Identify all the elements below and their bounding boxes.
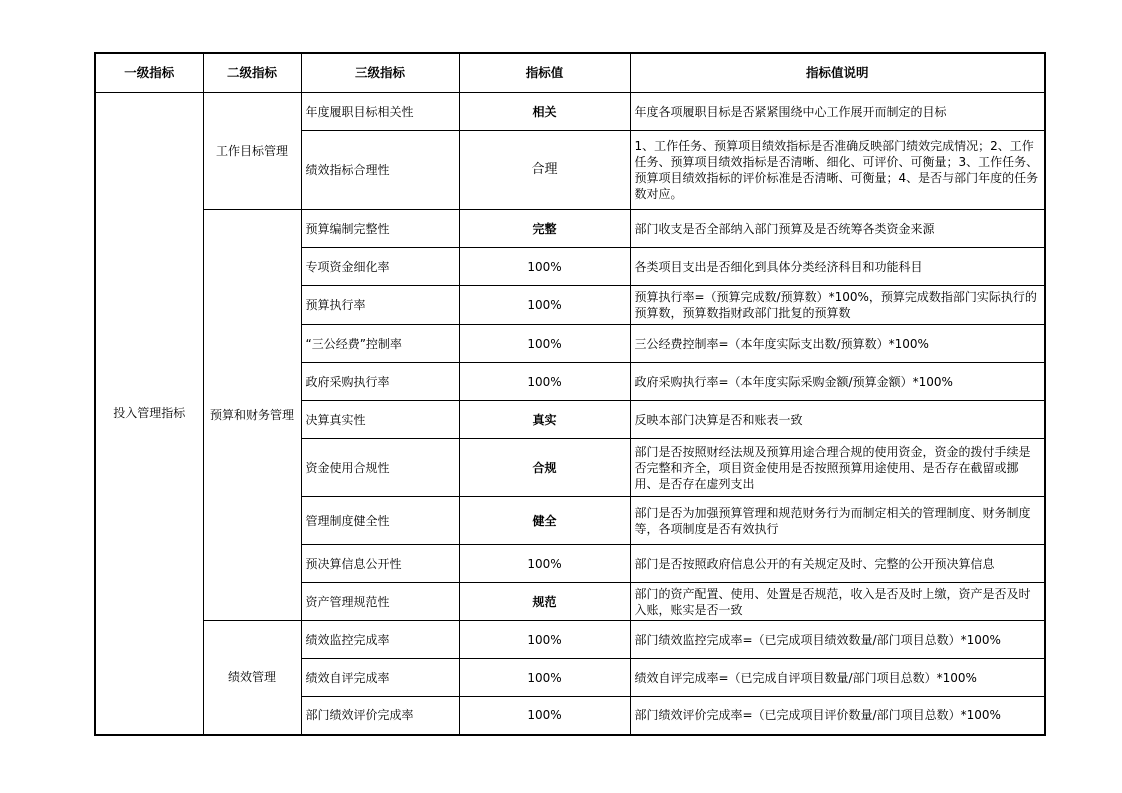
indicator-cell: 政府采购执行率 (301, 363, 459, 401)
indicator-cell: 部门绩效评价完成率 (301, 697, 459, 735)
value-cell: 100% (459, 659, 630, 697)
value-cell: 100% (459, 545, 630, 583)
value-cell: 真实 (459, 401, 630, 439)
indicator-cell: 管理制度健全性 (301, 497, 459, 545)
description-cell: 绩效自评完成率=（已完成自评项目数量/部门项目总数）*100% (630, 659, 1045, 697)
header-level1: 一级指标 (95, 53, 203, 93)
indicator-cell: 预算编制完整性 (301, 210, 459, 248)
value-cell: 完整 (459, 210, 630, 248)
indicator-cell: 年度履职目标相关性 (301, 93, 459, 131)
description-cell: 政府采购执行率=（本年度实际采购金额/预算金额）*100% (630, 363, 1045, 401)
indicator-cell: 绩效自评完成率 (301, 659, 459, 697)
indicator-table (94, 52, 1046, 736)
description-cell: 部门是否为加强预算管理和规范财务行为而制定相关的管理制度、财务制度等，各项制度是否有效执行 (630, 497, 1045, 545)
value-cell: 相关 (459, 93, 630, 131)
indicator-cell: 预算执行率 (301, 286, 459, 325)
description-cell: 三公经费控制率=（本年度实际支出数/预算数）*100% (630, 325, 1045, 363)
description-cell: 部门绩效监控完成率=（已完成项目绩效数量/部门项目总数）*100% (630, 621, 1045, 659)
value-cell: 100% (459, 621, 630, 659)
value-cell: 100% (459, 286, 630, 325)
value-cell: 100% (459, 697, 630, 735)
indicator-cell: 绩效指标合理性 (301, 131, 459, 210)
value-cell: 健全 (459, 497, 630, 545)
header-value: 指标值 (459, 53, 630, 93)
table-row (95, 210, 1045, 248)
description-cell: 部门的资产配置、使用、处置是否规范，收入是否及时上缴，资产是否及时入账，账实是否一致 (630, 583, 1045, 621)
description-cell: 部门是否按照政府信息公开的有关规定及时、完整的公开预决算信息 (630, 545, 1045, 583)
description-cell: 部门是否按照财经法规及预算用途合理合规的使用资金，资金的拨付手续是否完整和齐全，项目资金使用是否按照预算用途使用、是否存在截留或挪用、是否存在虚列支出 (630, 439, 1045, 497)
table-row (95, 621, 1045, 659)
indicator-cell: 预决算信息公开性 (301, 545, 459, 583)
group-cell: 工作目标管理 (203, 93, 301, 210)
description-cell: 部门绩效评价完成率=（已完成项目评价数量/部门项目总数）*100% (630, 697, 1045, 735)
description-cell: 预算执行率=（预算完成数/预算数）*100%，预算完成数指部门实际执行的预算数，预算数指财政部门批复的预算数 (630, 286, 1045, 325)
value-cell: 合规 (459, 439, 630, 497)
description-cell: 反映本部门决算是否和账表一致 (630, 401, 1045, 439)
header-level3: 三级指标 (301, 53, 459, 93)
header-description: 指标值说明 (630, 53, 1045, 93)
indicator-cell: 资金使用合规性 (301, 439, 459, 497)
group-cell: 绩效管理 (203, 621, 301, 735)
description-cell: 1、工作任务、预算项目绩效指标是否准确反映部门绩效完成情况；2、工作任务、预算项目绩效指标是否清晰、细化、可评价、可衡量；3、工作任务、预算项目绩效指标的评价标准是否清晰、可衡量；4、是否与部门年度的任务数对应。 (630, 131, 1045, 210)
indicator-cell: “三公经费”控制率 (301, 325, 459, 363)
header-row (95, 53, 1045, 93)
level1-cell: 投入管理指标 (95, 93, 203, 735)
value-cell: 100% (459, 363, 630, 401)
value-cell: 合理 (459, 131, 630, 210)
header-level2: 二级指标 (203, 53, 301, 93)
value-cell: 规范 (459, 583, 630, 621)
group-cell: 预算和财务管理 (203, 210, 301, 621)
table-row (95, 93, 1045, 131)
description-cell: 各类项目支出是否细化到具体分类经济科目和功能科目 (630, 248, 1045, 286)
indicator-cell: 决算真实性 (301, 401, 459, 439)
indicator-cell: 资产管理规范性 (301, 583, 459, 621)
indicator-cell: 绩效监控完成率 (301, 621, 459, 659)
description-cell: 年度各项履职目标是否紧紧围绕中心工作展开而制定的目标 (630, 93, 1045, 131)
value-cell: 100% (459, 248, 630, 286)
description-cell: 部门收支是否全部纳入部门预算及是否统筹各类资金来源 (630, 210, 1045, 248)
indicator-cell: 专项资金细化率 (301, 248, 459, 286)
value-cell: 100% (459, 325, 630, 363)
